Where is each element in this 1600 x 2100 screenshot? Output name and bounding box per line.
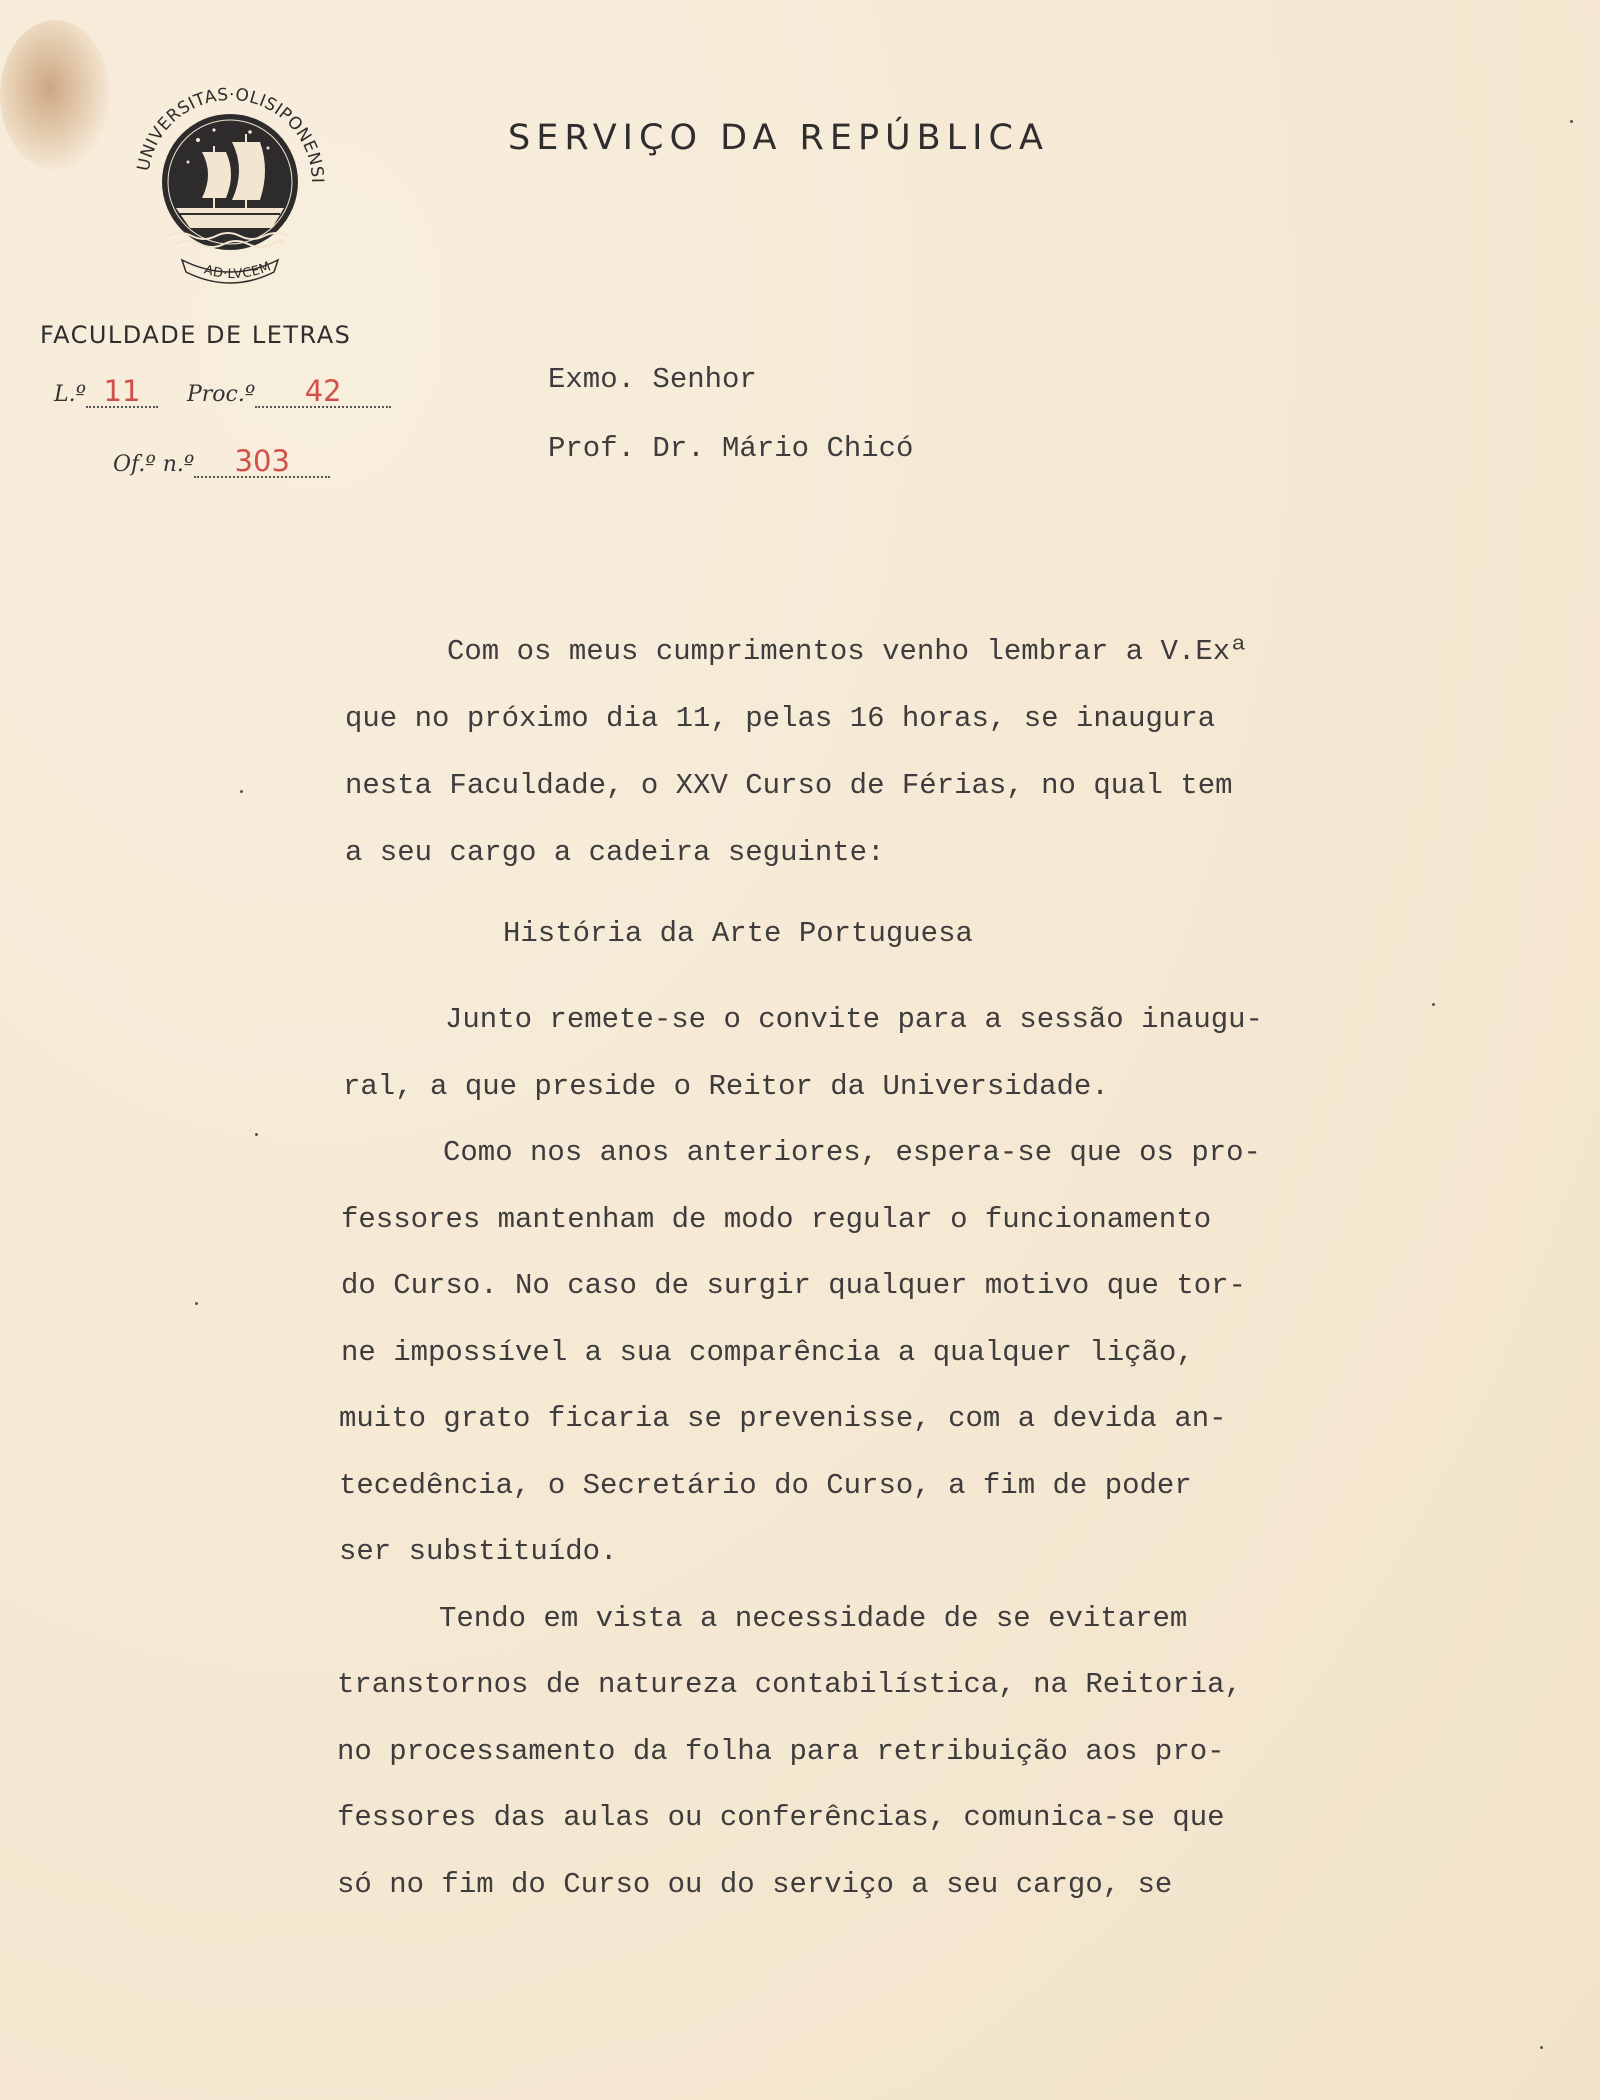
body-line: fessores mantenham de modo regular o funcionamento — [341, 1203, 1212, 1236]
body-line: tecedência, o Secretário do Curso, a fim de poder — [339, 1469, 1192, 1502]
body-line: transtornos de natureza contabilística, na Reitoria, — [337, 1668, 1242, 1701]
body-line: no processamento da folha para retribuição aos pro- — [337, 1735, 1225, 1768]
letterhead-title: SERVIÇO DA REPÚBLICA — [508, 118, 1049, 158]
body-line: ne impossível a sua comparência a qualquer lição, — [341, 1336, 1194, 1369]
seal-outer-text: UNIVERSITAS·OLISIPONENSI — [133, 84, 328, 184]
university-seal — [118, 70, 342, 294]
seal-motto: AD·LVCEM — [202, 259, 274, 283]
caravel-ship-icon — [118, 70, 342, 294]
body-line: Tendo em vista a necessidade de se evitarem — [439, 1602, 1188, 1635]
paper-speck — [240, 790, 243, 793]
paper-speck — [1540, 2046, 1543, 2049]
body-line: Com os meus cumprimentos venho lembrar a V.Exª — [447, 635, 1248, 668]
paper-speck — [195, 1302, 198, 1305]
body-line: nesta Faculdade, o XXV Curso de Férias, no qual tem — [345, 769, 1233, 802]
oficio-value: 303 — [194, 446, 330, 478]
paper-speck — [255, 1133, 258, 1136]
livro-label: L.º — [54, 382, 86, 407]
reference-line-oficio — [113, 446, 330, 478]
paper-stain — [0, 20, 110, 170]
body-line: fessores das aulas ou conferências, comunica-se que — [337, 1801, 1225, 1834]
recipient-name: Prof. Dr. Mário Chicó — [548, 432, 914, 465]
reference-line-livro-processo — [54, 376, 391, 408]
livro-value: 11 — [86, 376, 158, 408]
faculty-name: FACULDADE DE LETRAS — [40, 321, 352, 349]
body-line: do Curso. No caso de surgir qualquer motivo que tor- — [341, 1269, 1246, 1302]
body-line: ral, a que preside o Reitor da Universidade. — [343, 1070, 1109, 1103]
paper-speck — [1570, 120, 1573, 123]
body-line: Como nos anos anteriores, espera-se que os pro- — [443, 1136, 1261, 1169]
body-line: a seu cargo a cadeira seguinte: — [345, 836, 885, 869]
body-line: Junto remete-se o convite para a sessão inaugu- — [445, 1003, 1263, 1036]
body-line: muito grato ficaria se prevenisse, com a devida an- — [339, 1402, 1227, 1435]
processo-label: Proc.º — [186, 382, 256, 407]
body-line: ser substituído. — [339, 1535, 618, 1568]
processo-value: 42 — [255, 376, 391, 408]
recipient-salutation: Exmo. Senhor — [548, 363, 757, 396]
course-subject: História da Arte Portuguesa — [503, 917, 973, 950]
paper-speck — [1432, 1003, 1435, 1006]
body-line: que no próximo dia 11, pelas 16 horas, se inaugura — [345, 702, 1216, 735]
oficio-label: Of.º n.º — [113, 452, 195, 477]
body-line: só no fim do Curso ou do serviço a seu cargo, se — [337, 1868, 1173, 1901]
